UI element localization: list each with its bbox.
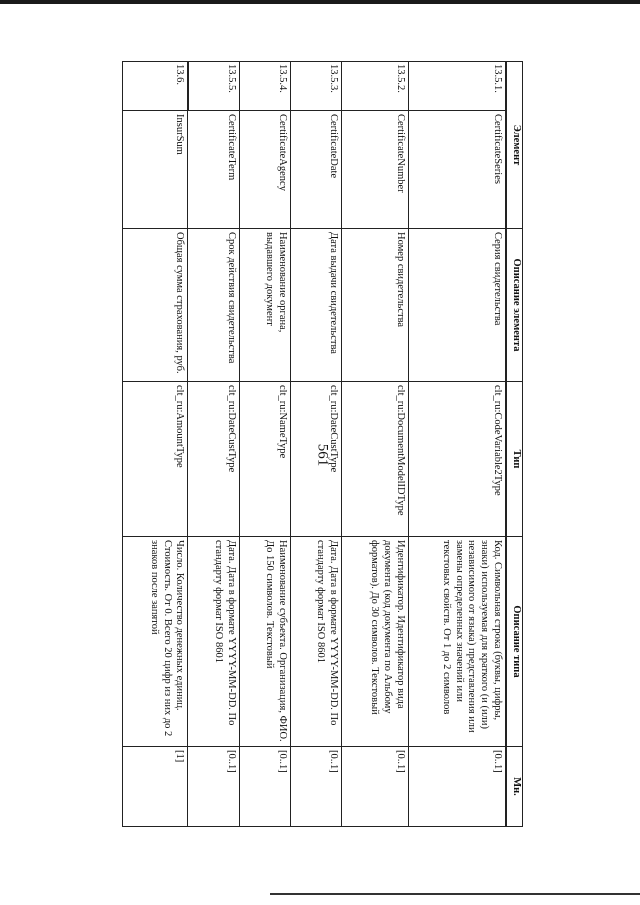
multiplicity: [0..1] bbox=[188, 747, 240, 827]
multiplicity: [0..1] bbox=[240, 747, 291, 827]
bottom-rule bbox=[270, 893, 640, 895]
element-description: Наименование органа, выдавшего документ bbox=[240, 229, 291, 382]
table-row bbox=[409, 62, 507, 827]
element-name: CertificateAgency bbox=[240, 111, 291, 229]
type-description: Дата. Дата в формате YYYY-MM-DD. По стандарту формат ISO 8601 bbox=[291, 537, 342, 747]
header-type: Тип bbox=[506, 382, 523, 537]
type-description: Дата. Дата в формате YYYY-MM-DD. По стандарту формат ISO 8601 bbox=[188, 537, 240, 747]
element-name: CertificateSeries bbox=[409, 111, 507, 229]
type-description: Код. Символьная строка (буквы, цифры, знаки) используемая для краткого (и (или) независимого от языка) представления или замены определенных значений или текстовых свойств. От 1 до 2 символов bbox=[409, 537, 507, 747]
table-header-row bbox=[506, 62, 523, 827]
type-description: Идентификатор. Идентификатор вида документа (код документа по Альбому форматов). До 30 символов. Текстовый bbox=[342, 537, 409, 747]
element-description: Серия свидетельства bbox=[409, 229, 507, 382]
element-type: clt_ru:NameType bbox=[240, 382, 291, 537]
element-type: clt_ru:DateCustType bbox=[188, 382, 240, 537]
top-border bbox=[0, 0, 640, 4]
header-type-description: Описание типа bbox=[506, 537, 523, 747]
rotated-table-container bbox=[93, 61, 523, 826]
element-name: CertificateNumber bbox=[342, 111, 409, 229]
row-number: 13.5.1. bbox=[409, 62, 507, 111]
type-description: Число. Количество денежных единиц. Стоимость. От 0. Всего 20 цифр из них до 2 знаков после запятой bbox=[123, 537, 189, 747]
element-type: clt_ru:CodeVariable2Type bbox=[409, 382, 507, 537]
table-row bbox=[123, 62, 189, 827]
row-number: 13.5.5. bbox=[188, 62, 240, 111]
element-type: clt_ru:AmountType bbox=[123, 382, 189, 537]
row-number: 13.5.2. bbox=[342, 62, 409, 111]
table-row bbox=[342, 62, 409, 827]
row-number: 13.5.3. bbox=[291, 62, 342, 111]
table-row bbox=[188, 62, 240, 827]
element-description: Номер свидетельства bbox=[342, 229, 409, 382]
element-name: CertificateTerm bbox=[188, 111, 240, 229]
row-number: 13.6. bbox=[123, 62, 189, 111]
element-description: Общая сумма страхования, руб. bbox=[123, 229, 189, 382]
element-table bbox=[122, 61, 523, 827]
element-description: Дата выдачи свидетельства bbox=[291, 229, 342, 382]
element-name: CertificateDate bbox=[291, 111, 342, 229]
header-multiplicity: Мн. bbox=[506, 747, 523, 827]
page-number: 561 bbox=[314, 443, 331, 467]
element-type: clt_ru:DateCustType bbox=[291, 382, 342, 537]
row-number: 13.5.4. bbox=[240, 62, 291, 111]
multiplicity: [0..1] bbox=[291, 747, 342, 827]
header-element-description: Описание элемента bbox=[506, 229, 523, 382]
element-type: clt_ru:DocumentModelIDType bbox=[342, 382, 409, 537]
type-description: Наименование субъекта. Организация, ФИО. До 150 символов. Текстовый bbox=[240, 537, 291, 747]
multiplicity: [0..1] bbox=[409, 747, 507, 827]
multiplicity: [1] bbox=[123, 747, 189, 827]
header-element: Элемент bbox=[506, 62, 523, 229]
element-name: InsurSum bbox=[123, 111, 189, 229]
table-row bbox=[291, 62, 342, 827]
multiplicity: [0..1] bbox=[342, 747, 409, 827]
table-row bbox=[240, 62, 291, 827]
element-description: Срок действия свидетельства bbox=[188, 229, 240, 382]
